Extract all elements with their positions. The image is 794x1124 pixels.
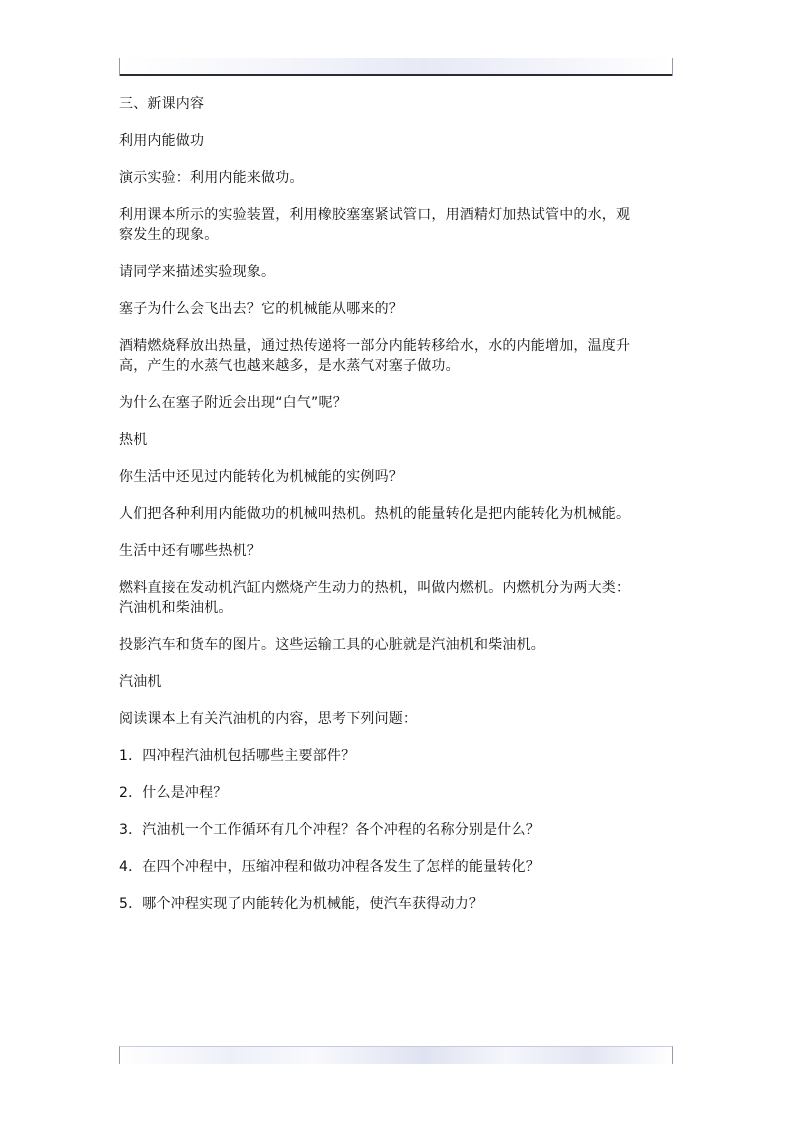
paragraph: 生活中还有哪些热机？: [119, 543, 261, 559]
page-header-band: [119, 58, 673, 76]
paragraph: 塞子为什么会飞出去？它的机械能从哪来的？: [119, 301, 403, 317]
question-item: 4．在四个冲程中，压缩冲程和做功冲程各发生了怎样的能量转化？: [119, 859, 540, 875]
paragraph: 利用课本所示的实验装置，利用橡胶塞塞紧试管口，用酒精灯加热试管中的水，观察发生的现象。: [119, 207, 631, 243]
paragraph: 演示实验：利用内能来做功。: [119, 170, 304, 186]
paragraph: 投影汽车和货车的图片。这些运输工具的心脏就是汽油机和柴油机。: [119, 637, 545, 653]
page-footer-band: [119, 1046, 673, 1064]
question-item: 5．哪个冲程实现了内能转化为机械能，使汽车获得动力？: [119, 896, 484, 912]
question-item: 3．汽油机一个工作循环有几个冲程？各个冲程的名称分别是什么？: [119, 822, 540, 838]
paragraph: 阅读课本上有关汽油机的内容，思考下列问题：: [119, 711, 418, 727]
question-item: 1．四冲程汽油机包括哪些主要部件？: [119, 748, 356, 764]
subheading-heat-engine: 热机: [119, 432, 148, 448]
paragraph: 请同学来描述实验现象。: [119, 264, 276, 280]
subheading-gasoline-engine: 汽油机: [119, 674, 162, 690]
document-body: [119, 94, 639, 931]
section-heading: 三、新课内容: [119, 96, 205, 112]
paragraph: 人们把各种利用内能做功的机械叫热机。热机的能量转化是把内能转化为机械能。: [119, 506, 631, 522]
question-item: 2．什么是冲程？: [119, 785, 228, 801]
subheading-internal-energy-work: 利用内能做功: [119, 133, 205, 149]
paragraph: 燃料直接在发动机汽缸内燃烧产生动力的热机，叫做内燃机。内燃机分为两大类：汽油机和柴油机。: [119, 580, 631, 616]
paragraph: 为什么在塞子附近会出现“白气”呢？: [119, 395, 347, 411]
paragraph: 酒精燃烧释放出热量，通过热传递将一部分内能转移给水，水的内能增加，温度升高，产生的水蒸气也越来越多，是水蒸气对塞子做功。: [119, 338, 631, 374]
paragraph: 你生活中还见过内能转化为机械能的实例吗？: [119, 469, 403, 485]
